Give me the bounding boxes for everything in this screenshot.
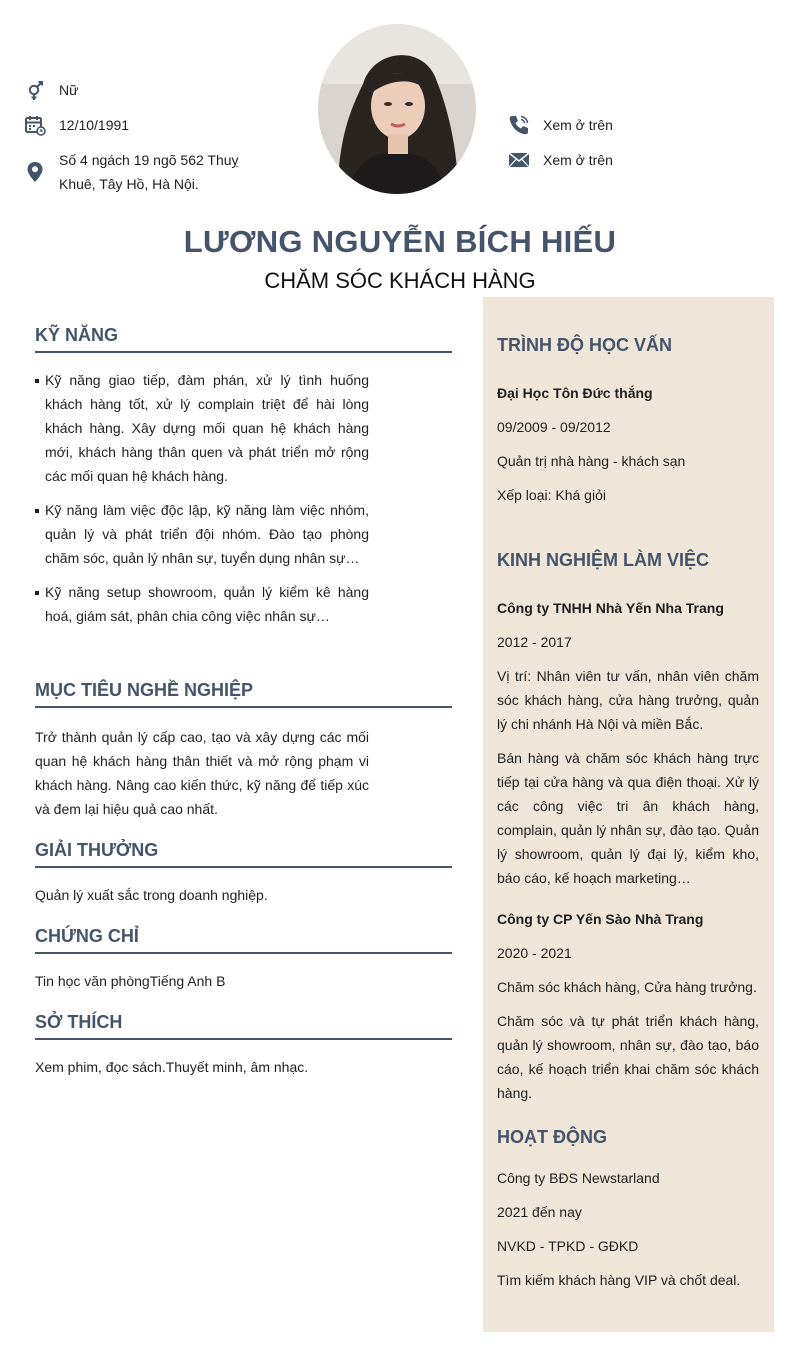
awards-title: GIẢI THƯỞNG (35, 840, 159, 860)
gender-icon (23, 78, 47, 102)
email-row (507, 148, 613, 172)
birthday-row (23, 113, 129, 137)
job-period: 2012 - 2017 (497, 634, 572, 650)
address-value: Số 4 ngách 19 ngõ 562 Thuỵ Khuê, Tây Hồ, Hà Nội. (59, 152, 239, 192)
objective-title: MỤC TIÊU NGHỀ NGHIỆP (35, 680, 254, 700)
calendar-icon (23, 113, 47, 137)
job-description: Chăm sóc và tự phát triển khách hàng, quản lý showroom, nhân sự, đào tạo, báo cáo, kế hoạch triển khai chăm sóc khách hàng. (497, 1013, 759, 1101)
phone-icon (507, 113, 531, 137)
job-description: Bán hàng và chăm sóc khách hàng trực tiếp tại cửa hàng và qua điện thoại. Xử lý các công việc tri ân khách hàng, complain, quản lý nhân sự, đào tạo. Quản lý showroom, quản lý đại lý, kiểm kho, báo cáo, kế hoạch marketing… (497, 750, 759, 886)
objective-divider (35, 706, 452, 708)
skills-title: KỸ NĂNG (35, 325, 119, 345)
hobbies-divider (35, 1038, 452, 1040)
activities-title: HOẠT ĐỘNG (497, 1127, 607, 1147)
skill-item: Kỹ năng làm việc độc lập, kỹ năng làm việc nhóm, quản lý và phát triển đội nhóm. Đào tạo phòng chăm sóc, quản lý nhân sự, tuyển dụng nhân sự… (35, 498, 369, 570)
job-position: Chăm sóc khách hàng, Cửa hàng trưởng. (497, 979, 757, 995)
phone-value: Xem ở trên (543, 117, 613, 133)
experience-title: KINH NGHIỆM LÀM VIỆC (497, 550, 710, 570)
activity-period: 2021 đến nay (497, 1204, 582, 1220)
job-period: 2020 - 2021 (497, 945, 572, 961)
phone-row (507, 113, 613, 137)
address-row (23, 148, 293, 196)
skill-item: Kỹ năng setup showroom, quản lý kiểm kê hàng hoá, giám sát, phân chia công việc nhân sự… (35, 580, 369, 628)
awards-text: Quản lý xuất sắc trong doanh nghiệp. (35, 887, 268, 903)
job-company: Công ty CP Yến Sào Nhà Trang (497, 911, 704, 927)
activity-description: Tìm kiếm khách hàng VIP và chốt deal. (497, 1272, 741, 1288)
education-school: Đại Học Tôn Đức thắng (497, 385, 653, 401)
awards-divider (35, 866, 452, 868)
education-grade: Xếp loại: Khá giỏi (497, 487, 606, 503)
objective-text: Trở thành quản lý cấp cao, tạo và xây dựng các mối quan hệ khách hàng thân thiết và mở rộng phạm vi khách hàng. Nâng cao kiến thức, kỹ năng để tiếp xúc và đem lại hiệu quả cao nhất. (35, 729, 369, 817)
certificates-title: CHỨNG CHỈ (35, 926, 139, 946)
gender-row (23, 78, 78, 102)
education-major: Quản trị nhà hàng - khách sạn (497, 453, 686, 469)
skills-divider (35, 351, 452, 353)
education-period: 09/2009 - 09/2012 (497, 419, 611, 435)
certificates-text: Tin học văn phòngTiếng Anh B (35, 973, 226, 989)
birthday-value: 12/10/1991 (59, 117, 130, 133)
activity-organization: Công ty BĐS Newstarland (497, 1170, 660, 1186)
location-pin-icon (23, 160, 47, 184)
certificates-divider (35, 952, 452, 954)
avatar (318, 24, 476, 194)
envelope-icon (507, 148, 531, 172)
education-title: TRÌNH ĐỘ HỌC VẤN (497, 335, 672, 355)
skill-item: Kỹ năng giao tiếp, đàm phán, xử lý tình huống khách hàng tốt, xử lý complain triệt để hài lòng khách hàng. Xây dựng mối quan hệ khách hàng mới, khách hàng thân quen và phát triển mở rộng các mối quan hệ khách hàng. (35, 368, 369, 488)
email-value: Xem ở trên (543, 152, 613, 168)
job-company: Công ty TNHH Nhà Yến Nha Trang (497, 600, 724, 616)
job-position: Vị trí: Nhân viên tư vấn, nhân viên chăm sóc khách hàng, cửa hàng trưởng, quản lý chi nhánh Hà Nội và miền Bắc. (497, 668, 759, 732)
activity-role: NVKD - TPKD - GĐKD (497, 1238, 639, 1254)
candidate-name: LƯƠNG NGUYỄN BÍCH HIẾU (183, 224, 617, 259)
gender-value: Nữ (59, 82, 79, 98)
hobbies-title: SỞ THÍCH (35, 1012, 123, 1032)
job-title: CHĂM SÓC KHÁCH HÀNG (264, 268, 536, 293)
hobbies-text: Xem phim, đọc sách.Thuyết minh, âm nhạc. (35, 1059, 309, 1075)
skills-list (35, 368, 369, 638)
